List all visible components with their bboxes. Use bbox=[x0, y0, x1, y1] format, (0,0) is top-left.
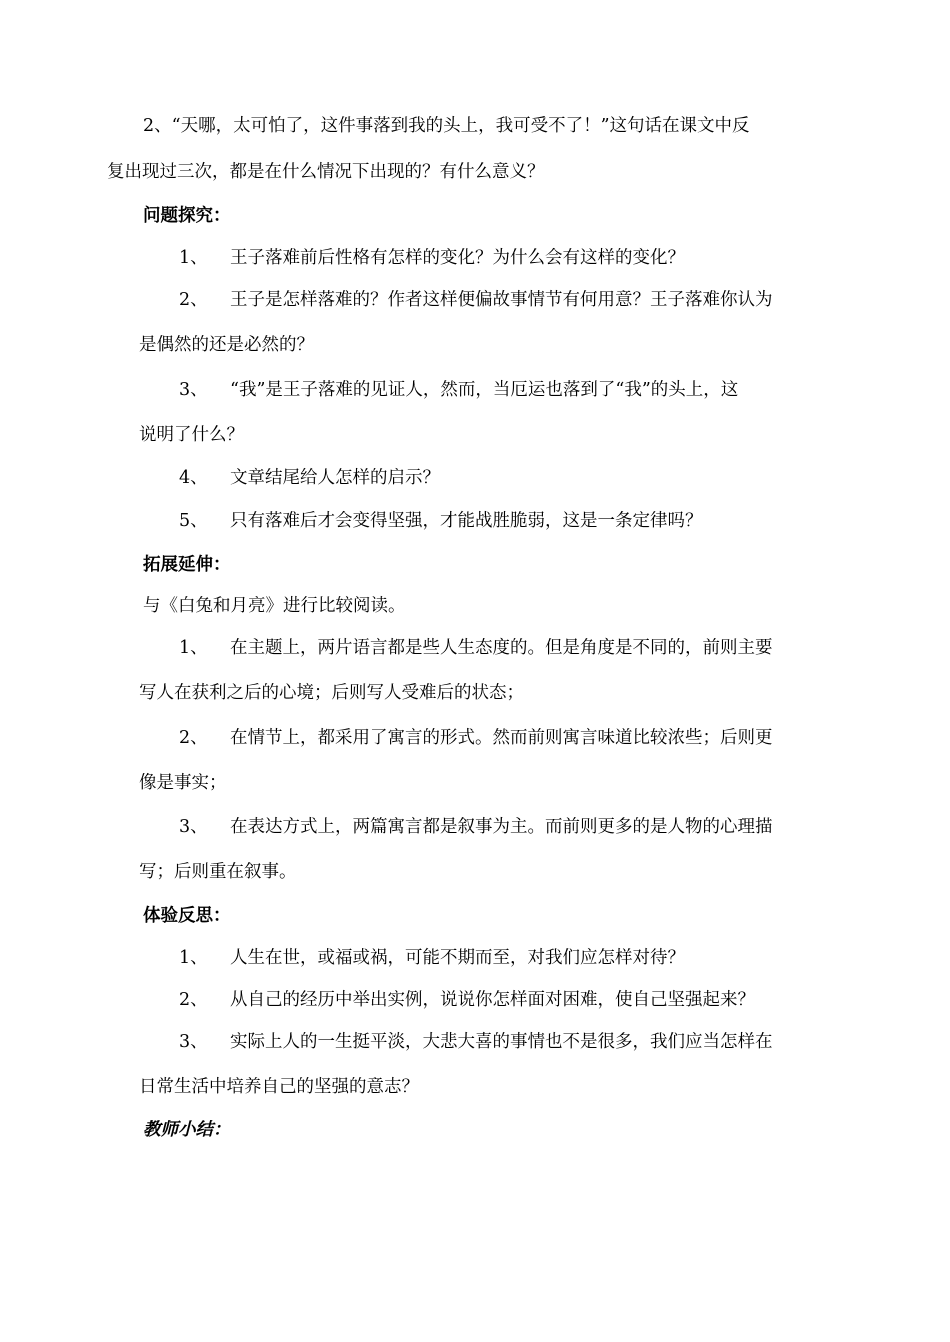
summary-heading: 教师小结： bbox=[143, 1120, 231, 1140]
reflection-item-3-text: 实际上人的一生挺平淡，大悲大喜的事情也不是很多，我们应当怎样在 bbox=[230, 1032, 773, 1052]
intro-question-line-2: 复出现过三次，都是在什么情况下出现的？有什么意义？ bbox=[107, 162, 545, 182]
extension-heading: 拓展延伸： bbox=[143, 555, 231, 575]
inquiry-item-1-number: 1、 bbox=[179, 248, 208, 268]
inquiry-item-3-continuation: 说明了什么？ bbox=[139, 425, 244, 445]
reflection-item-2-number: 2、 bbox=[179, 990, 208, 1010]
reflection-item-3-continuation: 日常生活中培养自己的坚强的意志？ bbox=[139, 1077, 419, 1097]
extension-item-3-number: 3、 bbox=[179, 817, 208, 837]
extension-item-1-number: 1、 bbox=[179, 638, 208, 658]
reflection-item-2-text: 从自己的经历中举出实例，说说你怎样面对困难，使自己坚强起来？ bbox=[230, 990, 755, 1010]
extension-intro: 与《白兔和月亮》进行比较阅读。 bbox=[143, 596, 406, 616]
inquiry-item-3-number: 3、 bbox=[179, 380, 208, 400]
reflection-item-1-number: 1、 bbox=[179, 948, 208, 968]
extension-item-2-text: 在情节上，都采用了寓言的形式。然而前则寓言味道比较浓些；后则更 bbox=[230, 728, 773, 748]
inquiry-item-4-text: 文章结尾给人怎样的启示？ bbox=[230, 468, 440, 488]
inquiry-item-4-number: 4、 bbox=[179, 468, 208, 488]
inquiry-item-2-text: 王子是怎样落难的？作者这样便偏故事情节有何用意？王子落难你认为 bbox=[230, 290, 773, 310]
reflection-item-1-text: 人生在世，或福或祸，可能不期而至，对我们应怎样对待？ bbox=[230, 948, 685, 968]
reflection-heading: 体验反思： bbox=[143, 906, 231, 926]
extension-item-3-continuation: 写；后则重在叙事。 bbox=[139, 862, 297, 882]
inquiry-heading: 问题探究： bbox=[143, 206, 231, 226]
extension-item-1-continuation: 写人在获利之后的心境；后则写人受难后的状态； bbox=[139, 683, 524, 703]
extension-item-2-number: 2、 bbox=[179, 728, 208, 748]
inquiry-item-3-text: “我”是王子落难的见证人，然而，当厄运也落到了“我”的头上，这 bbox=[230, 380, 739, 400]
inquiry-item-5-number: 5、 bbox=[179, 511, 208, 531]
extension-item-3-text: 在表达方式上，两篇寓言都是叙事为主。而前则更多的是人物的心理描 bbox=[230, 817, 773, 837]
inquiry-item-2-continuation: 是偶然的还是必然的？ bbox=[139, 335, 314, 355]
inquiry-item-5-text: 只有落难后才会变得坚强，才能战胜脆弱，这是一条定律吗？ bbox=[230, 511, 703, 531]
extension-item-1-text: 在主题上，两片语言都是些人生态度的。但是角度是不同的，前则主要 bbox=[230, 638, 773, 658]
inquiry-item-1-text: 王子落难前后性格有怎样的变化？为什么会有这样的变化？ bbox=[230, 248, 685, 268]
extension-item-2-continuation: 像是事实； bbox=[139, 773, 227, 793]
intro-question-line-1: 2、“天哪，太可怕了，这件事落到我的头上，我可受不了！”这句话在课文中反 bbox=[143, 116, 750, 136]
inquiry-item-2-number: 2、 bbox=[179, 290, 208, 310]
reflection-item-3-number: 3、 bbox=[179, 1032, 208, 1052]
